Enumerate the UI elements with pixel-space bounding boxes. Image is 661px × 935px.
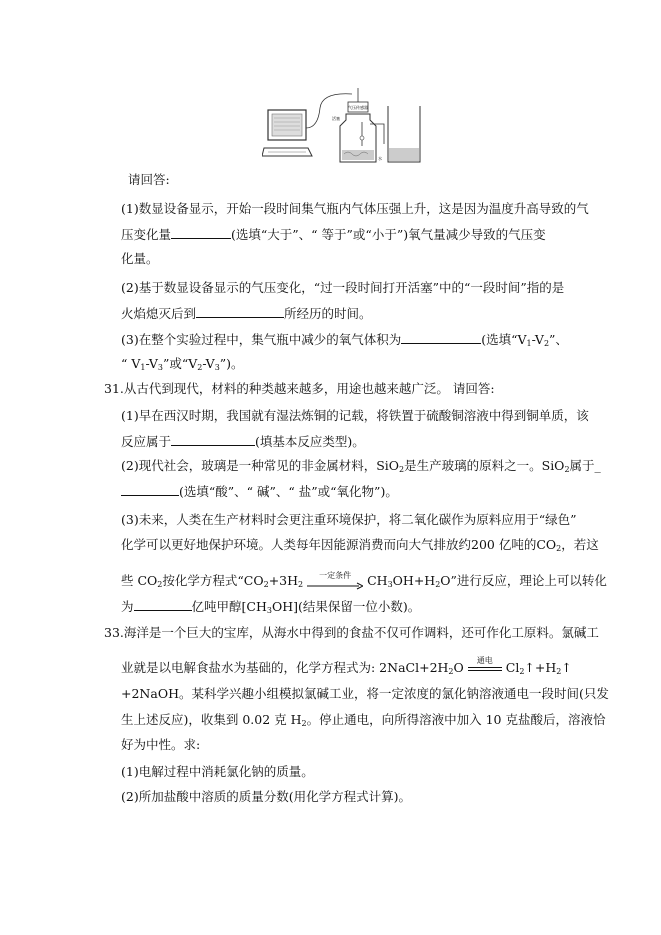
water-label: 水 bbox=[378, 156, 382, 161]
intro-text: 请回答: bbox=[128, 172, 170, 187]
answer-blank[interactable] bbox=[401, 331, 481, 344]
q33-line3: +2NaOH。某科学兴趣小组模拟氯碱工业，将一定浓度的氯化钠溶液通电一段时间(只发 bbox=[121, 686, 609, 701]
q31-part1-line1: (1)早在西汉时期，我国就有湿法炼铜的记载，将铁置于硫酸铜溶液中得到铜单质，该 bbox=[121, 408, 589, 423]
answer-blank[interactable] bbox=[171, 433, 255, 446]
q30-part3-line2: “ $V_1-V_3$”或“$V_2-V_3$”)。 bbox=[121, 356, 244, 372]
electrolysis-equals-sign: 通电 bbox=[468, 661, 502, 677]
q30-part3-line1: (3)在整个实验过程中，集气瓶中减少的氧气体积为 (选填“$V_1-V_2$”、 bbox=[121, 332, 568, 348]
stopcock-label: 活塞 bbox=[332, 116, 340, 121]
q31-part2-line1: (2)现代社会，玻璃是一种常见的非金属材料，SiO$_2$是生产玻璃的原料之一。SiO$_2$属于_ bbox=[121, 458, 601, 474]
q31-part3-line2: 化学可以更好地保护环境。人类每年因能源消费而向大气排放约200 亿吨的$CO_2$，若这 bbox=[121, 537, 599, 553]
answer-blank[interactable] bbox=[121, 483, 179, 496]
q33-line5: 好为中性。求: bbox=[121, 737, 201, 752]
q33-line2: 业就是以电解食盐水为基础的，化学方程式为: $2NaCl+2H_2O$ 通电 $Cl_2↑+H_2↑$ bbox=[121, 655, 572, 676]
q30-part1-line2: 压变化量 (选填“大于”、“ 等于”或“小于”)氧气量减少导致的气压变 bbox=[121, 227, 546, 242]
q31-part3-line4: 为 亿吨甲醇$[CH_3OH]$(结果保留一位小数)。 bbox=[121, 599, 421, 615]
answer-blank[interactable] bbox=[196, 305, 284, 318]
q30-part1-line1: (1)数显设备显示，开始一段时间集气瓶内气体压强上升，这是因为温度升高导致的气 bbox=[121, 201, 589, 216]
experiment-apparatus-figure bbox=[262, 88, 462, 168]
q30-part2-line2: 火焰熄灭后到 所经历的时间。 bbox=[121, 306, 372, 321]
reaction-arrow: 一定条件 bbox=[307, 574, 363, 590]
sensor-label: 气压传感器 bbox=[348, 105, 368, 110]
q33-part2: (2)所加盐酸中溶质的质量分数(用化学方程式计算)。 bbox=[121, 789, 411, 804]
q31-part2-line2: (选填“酸”、“ 碱”、“ 盐”或“氧化物”)。 bbox=[121, 483, 398, 500]
q33-line1: 33.海洋是一个巨大的宝库，从海水中得到的食盐不仅可作调料，还可作化工原料。氯碱工 bbox=[104, 625, 599, 640]
q31-part1-line2: 反应属于 (填基本反应类型)。 bbox=[121, 434, 365, 449]
q30-part2-line1: (2)基于数显设备显示的气压变化，“过一段时间打开活塞”中的“一段时间”指的是 bbox=[121, 280, 565, 295]
q33-line4: 生上述反应)，收集到 0.02 克 $H_2$。停止通电，向所得溶液中加入 10 克盐酸后，溶液恰 bbox=[121, 712, 606, 728]
answer-blank[interactable] bbox=[171, 226, 231, 239]
q31-part3-line1: (3)未来，人类在生产材料时会更注重环境保护，将二氧化碳作为原料应用于“绿色” bbox=[121, 512, 577, 527]
q30-part1-line3: 化量。 bbox=[121, 251, 159, 266]
q33-part1: (1)电解过程中消耗氯化钠的质量。 bbox=[121, 764, 314, 779]
answer-blank[interactable] bbox=[134, 598, 192, 611]
q31-heading: 31.从古代到现代，材料的种类越来越多，用途也越来越广泛。 请回答: bbox=[104, 381, 495, 396]
q31-part3-line3: 些 $CO_2$按化学方程式“$CO_2+3H_2$ 一定条件 $CH_3OH+H_2O$”进行反应，理论上可以转化 bbox=[121, 570, 607, 589]
